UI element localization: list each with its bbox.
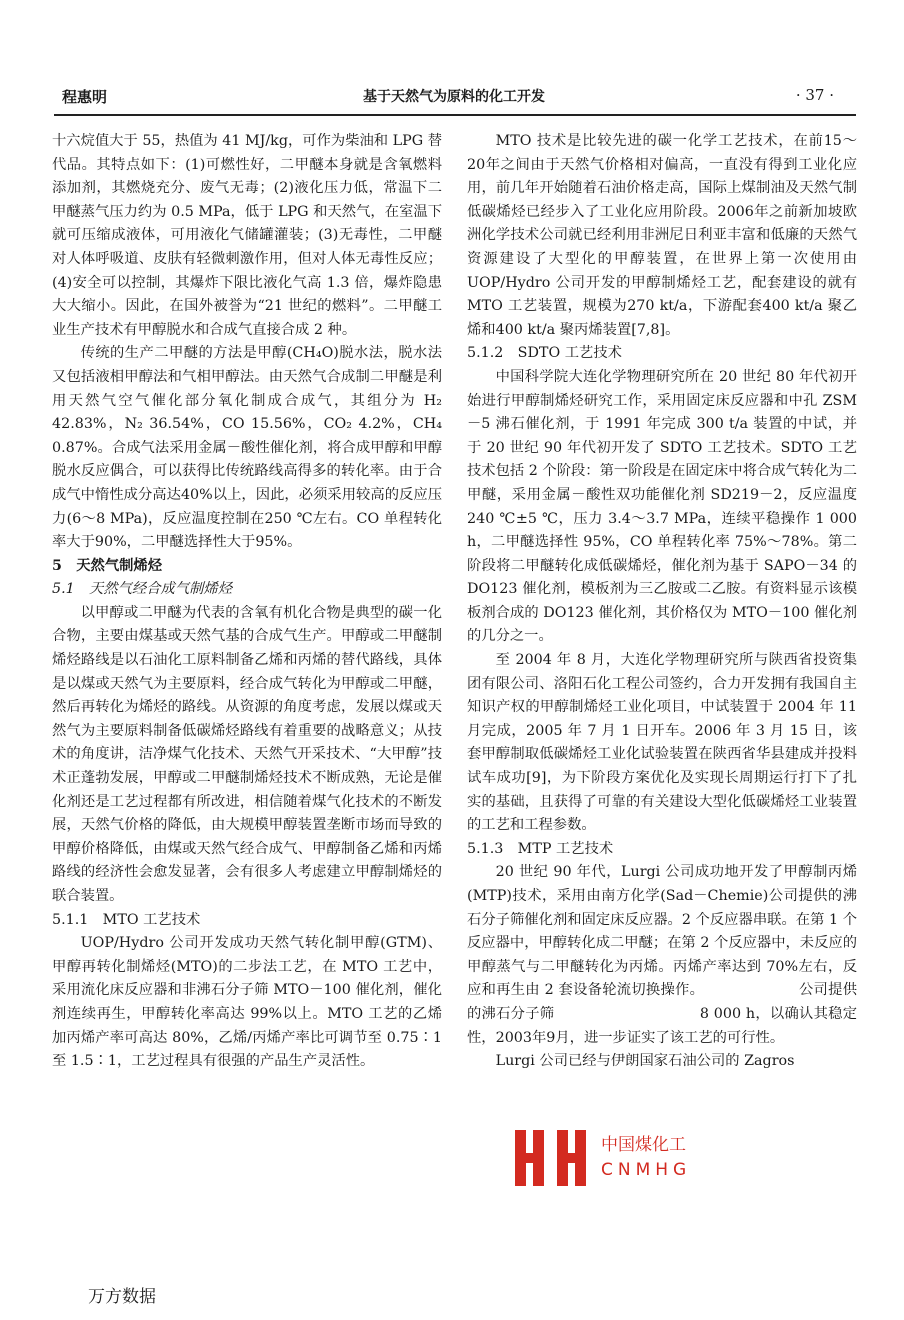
header-rule <box>54 114 856 116</box>
page-number: · 37 · <box>795 86 834 104</box>
body-paragraph: 以甲醇或二甲醚为代表的含氧有机化合物是典型的碳一化合物，主要由煤基或天然气基的合成气生产。甲醇或二甲醚制烯烃路线是以石油化工原料制备乙烯和丙烯的替代路线，具体是以煤或天然气为主要原料，经合成气转化为甲醇或二甲醚，然后再转化为烯烃的路线。从资源的角度考虑，发展以煤或天然气为主要原料制备低碳烯烃路线有着重要的战略意义；从技术的角度讲，洁净煤气化技术、天然气开采技术、“大甲醇”技术正蓬勃发展，甲醇或二甲醚制烯烃技术不断成熟，无论是催化剂还是工艺过程都有所改进，相信随着煤气化技术的不断发展，天然气价格的降低，由大规模甲醇装置垄断市场而导致的甲醇价格降低，由煤或天然气经合成气、甲醇制备乙烯和丙烯路线的经济性会愈发显著，会有很多人考虑建立甲醇制烯烃的联合装置。 <box>52 604 442 904</box>
subsection-heading: 5.1.2 SDTO 工艺技术 <box>467 345 622 362</box>
subsection-heading: 5.1 天然气经合成气制烯烃 <box>52 581 233 598</box>
body-paragraph: 十六烷值大于 55，热值为 41 MJ/kg，可作为柴油和 LPG 替代品。其特点如下：(1)可燃性好，二甲醚本身就是含氧燃料添加剂，其燃烧充分、废气无毒；(2)液化压力低，常温下二甲醚蒸气压力约为 0.5 MPa，低于 LPG 和天然气，在室温下就可压缩成液体，可用液化气储罐灌装；(3)无毒性，二甲醚对人体呼吸道、皮肤有轻微刺激作用，但对人体无毒性反应；(4)安全可以控制，其爆炸下限比液化气高 1.3 倍，爆炸隐患大大缩小。因此，在国外被誉为“21 世纪的燃料”。二甲醚工业生产技术有甲醇脱水和合成气直接合成 2 种。 <box>52 133 442 338</box>
body-paragraph: MTO 技术是比较先进的碳一化学工艺技术，在前15～20年之间由于天然气价格相对偏高，一直没有得到工业化应用，前几年开始随着石油价格走高，国际上煤制油及天然气制低碳烯烃已经步入了工业化应用阶段。2006年之前新加坡欧洲化学技术公司就已经利用非洲尼日利亚丰富和低廉的天然气资源建设了大型化的甲醇装置，在世界上第一次使用由 UOP/Hydro 公司开发的甲醇制烯烃工艺，配套建设的就有 MTO 工艺装置，规模为270 kt/a，下游配套400 kt/a 聚乙烯和400 kt/a 聚丙烯装置[7,8]。 <box>467 133 857 338</box>
body-paragraph: 中国科学院大连化学物理研究所在 20 世纪 80 年代初开始进行甲醇制烯烃研究工作，采用固定床反应器和中孔 ZSM－5 沸石催化剂，于 1991 年完成 300 t/a 装置的中试，并于 20 世纪 90 年代初开发了 SDTO 工艺技术。SDTO 工艺技术包括 2 个阶段：第一阶段是在固定床中将合成气转化为二甲醚，采用金属－酸性双功能催化剂 SD219－2，反应温度 240 ℃±5 ℃，压力 3.4～3.7 MPa，连续平稳操作 1 000 h，二甲醚选择性 95%，CO 单程转化率 75%～78%。第二阶段将二甲醚转化成低碳烯烃，催化剂为基于 SAPO－34 的 DO123 催化剂，模板剂为三乙胺或二乙胺。有资料显示该模板剂合成的 DO123 催化剂，其价格仅为 MTO－100 催化剂的几分之一。 <box>467 368 857 645</box>
author-name: 程惠明 <box>62 88 108 106</box>
body-paragraph: Lurgi 公司已经与伊朗国家石油公司的 Zagros <box>495 1053 795 1070</box>
left-column <box>52 130 442 1074</box>
watermark-chinese-text: 中国煤化工 <box>599 1130 688 1155</box>
watermark-latin-text: CNMHG <box>601 1160 692 1180</box>
running-title: 基于天然气为原料的化工开发 <box>363 89 545 105</box>
subsection-heading: 5.1.1 MTO 工艺技术 <box>52 911 201 928</box>
watermark <box>511 1124 711 1194</box>
body-paragraph: 传统的生产二甲醚的方法是甲醇(CH₄O)脱水法，脱水法又包括液相甲醇法和气相甲醇法。由天然气合成制二甲醚是利用天然气空气催化部分氧化制成合成气，其组分为 H₂ 42.83%，N₂ 36.54%，CO 15.56%，CO₂ 4.2%，CH₄ 0.87%。合成气法采用金属－酸性催化剂，将合成甲醇和甲醇脱水反应偶合，可以获得比传统路线高得多的转化率。由于合成气中惰性成分高达40%以上，因此，必须采用较高的反应压力(6～8 MPa)，反应温度控制在250 ℃左右。CO 单程转化率大于90%，二甲醚选择性大于95%。 <box>52 345 442 551</box>
body-paragraph: 20 世纪 90 年代，Lurgi 公司成功地开发了甲醇制丙烯(MTP)技术，采用由南方化学(Sad－Chemie)公司提供的沸石分子筛催化剂和固定床反应器。2 个反应器串联。在第 1 个反应器中，甲醇转化成二甲醚；在第 2 个反应器中，未反应的甲醇蒸气与二甲醚转化为丙烯。丙烯产率达到 70%左右，反应和再生由 2 套设备轮流切换操作。 公司提供的沸石分子筛 8 000 h，以确认其稳定性，2003年9月，进一步证实了该工艺的可行性。 <box>467 864 857 1046</box>
footer-source: 万方数据 <box>88 1287 156 1307</box>
subsection-heading: 5.1.3 MTP 工艺技术 <box>467 840 614 857</box>
body-paragraph: 至 2004 年 8 月，大连化学物理研究所与陕西省投资集团有限公司、洛阳石化工程公司签约，合力开发拥有我国自主知识产权的甲醇制烯烃工业化项目，中试装置于 2004 年 11 月完成，2005 年 7 月 1 日开车。2006 年 3 月 15 日，该套甲醇制取低碳烯烃工业化试验装置在陕西省华县建成并投料试车成功[9]，为下阶段方案优化及实现长周期运行打下了扎实的基础，且获得了可靠的有关建设大型化低碳烯烃工业装置的工艺和工程参数。 <box>467 652 857 834</box>
right-column <box>467 130 857 1074</box>
page-header <box>54 86 854 110</box>
body-paragraph: UOP/Hydro 公司开发成功天然气转化制甲醇(GTM)、甲醇再转化制烯烃(MTO)的二步法工艺，在 MTO 工艺中，采用流化床反应器和非沸石分子筛 MTO－100 催化剂，催化剂连续再生，甲醇转化率高达 99%以上。MTO 工艺的乙烯加丙烯产率可高达 80%，乙烯/丙烯产率比可调节至 0.75∶1 至 1.5∶1，工艺过程具有很强的产品生产灵活性。 <box>52 935 442 1070</box>
section-heading: 5 天然气制烯烃 <box>52 557 163 574</box>
watermark-logo-icon <box>511 1124 595 1192</box>
